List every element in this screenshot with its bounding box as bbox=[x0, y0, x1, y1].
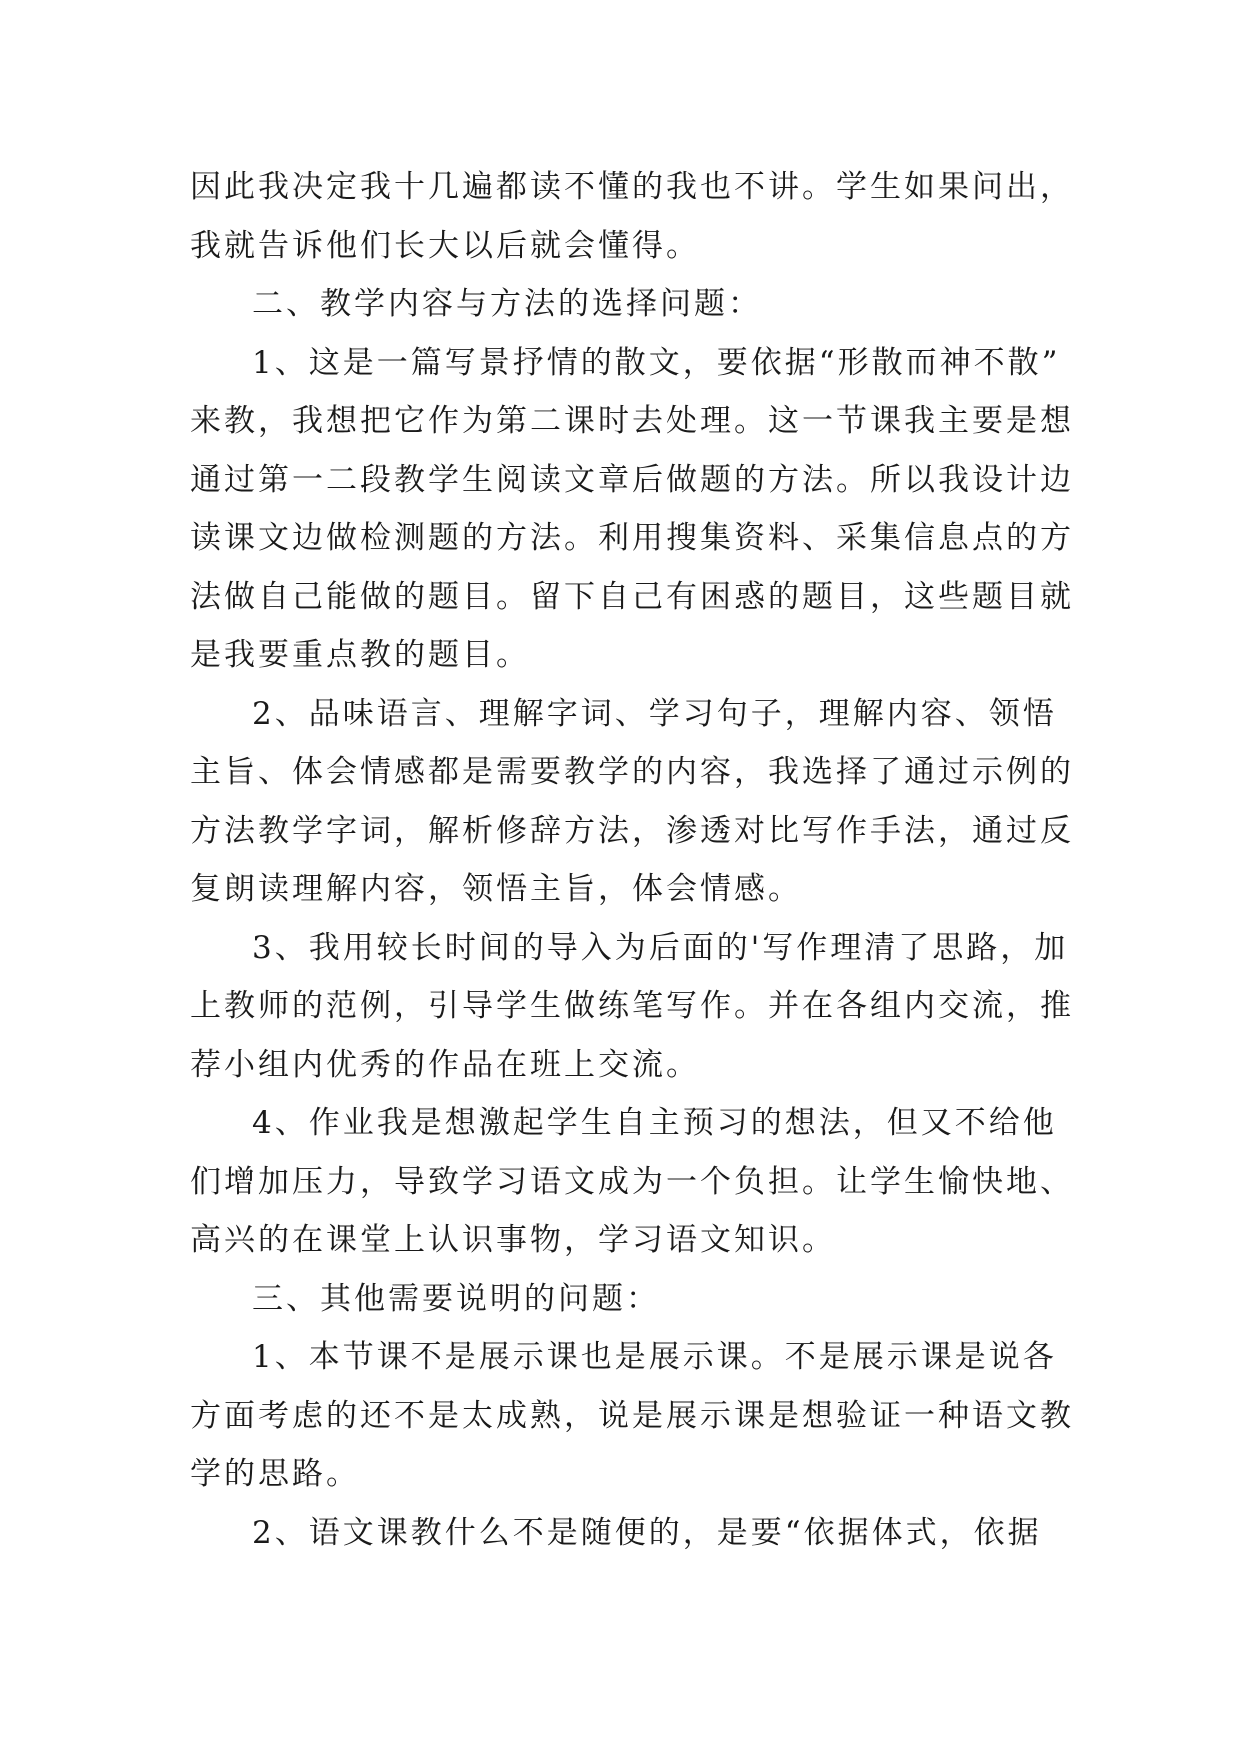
text-line: 主旨、体会情感都是需要教学的内容，我选择了通过示例的 bbox=[190, 754, 1074, 790]
text-line: 3、我用较长时间的导入为后面的'写作理清了思路，加 bbox=[252, 929, 1069, 966]
text-line: 荐小组内优秀的作品在班上交流。 bbox=[190, 1046, 700, 1083]
text-line: 来教，我想把它作为第二课时去处理。这一节课我主要是想 bbox=[190, 403, 1074, 439]
text-line: 2、语文课教什么不是随便的，是要“依据体式，依据 bbox=[252, 1514, 1042, 1551]
text-line: 方面考虑的还不是太成熟，说是展示课是想验证一种语文教 bbox=[190, 1397, 1074, 1434]
text-line: 三、其他需要说明的问题： bbox=[252, 1280, 660, 1317]
text-line: 通过第一二段教学生阅读文章后做题的方法。所以我设计边 bbox=[190, 461, 1074, 498]
text-line: 上教师的范例，引导学生做练笔写作。并在各组内交流，推 bbox=[190, 988, 1074, 1024]
text-line: 4、作业我是想激起学生自主预习的想法，但又不给他 bbox=[252, 1105, 1057, 1141]
text-line: 1、这是一篇写景抒情的散文，要依据“形散而神不散” bbox=[252, 344, 1061, 381]
text-line: 是我要重点教的题目。 bbox=[190, 637, 530, 673]
text-line: 方法教学字词，解析修辞方法，渗透对比写作手法，通过反 bbox=[190, 812, 1074, 849]
text-line: 高兴的在课堂上认识事物，学习语文知识。 bbox=[190, 1222, 836, 1258]
text-line: 二、教学内容与方法的选择问题： bbox=[252, 286, 762, 322]
text-line: 1、本节课不是展示课也是展示课。不是展示课是说各 bbox=[252, 1339, 1057, 1375]
text-line: 法做自己能做的题目。留下自己有困惑的题目，这些题目就 bbox=[190, 578, 1074, 615]
text-line: 2、品味语言、理解字词、学习句子，理解内容、领悟 bbox=[252, 695, 1057, 732]
text-line: 读课文边做检测题的方法。利用搜集资料、采集信息点的方 bbox=[190, 520, 1074, 556]
text-line: 学的思路。 bbox=[190, 1456, 360, 1492]
text-line: 们增加压力，导致学习语文成为一个负担。让学生愉快地、 bbox=[190, 1163, 1074, 1200]
text-line: 复朗读理解内容，领悟主旨，体会情感。 bbox=[190, 871, 802, 907]
document-body bbox=[190, 158, 1074, 1562]
text-line: 我就告诉他们长大以后就会懂得。 bbox=[190, 227, 700, 264]
text-line: 因此我决定我十几遍都读不懂的我也不讲。学生如果问出， bbox=[190, 169, 1074, 205]
